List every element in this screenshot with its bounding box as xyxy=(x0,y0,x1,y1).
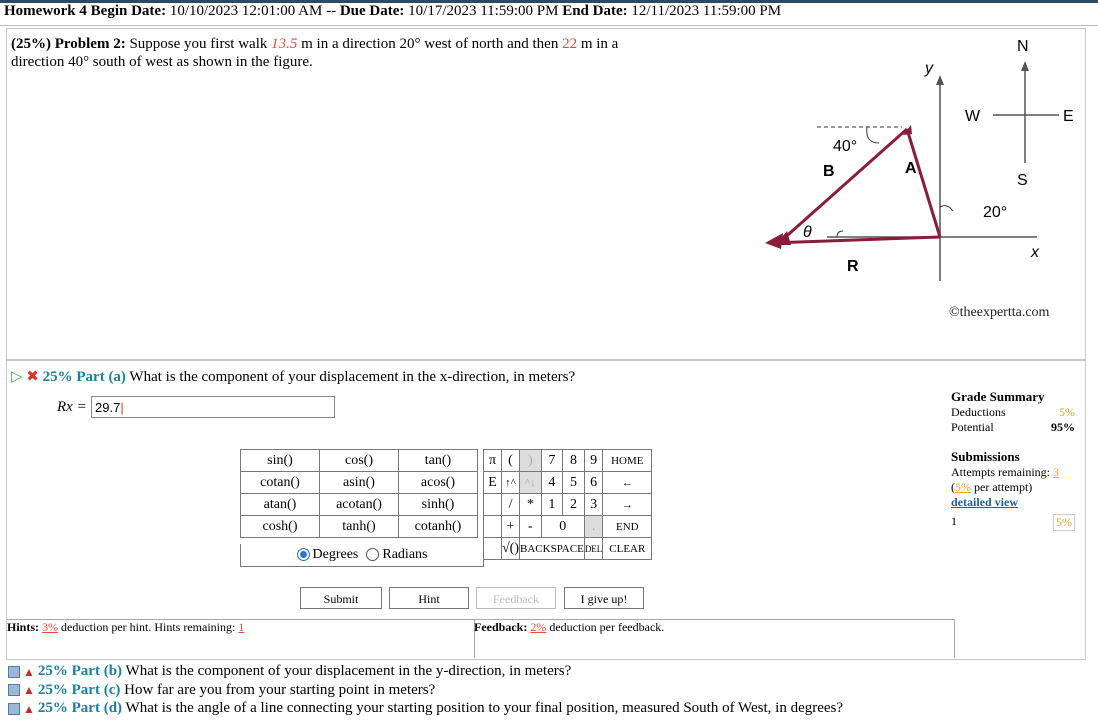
delete-button[interactable]: DEL xyxy=(584,538,603,560)
problem-text-2: m in a direction 20° west of north and then xyxy=(301,36,559,52)
begin-date-value: 10/10/2023 12:01:00 AM xyxy=(169,3,323,19)
radians-radio[interactable] xyxy=(366,548,379,561)
compass-s: S xyxy=(1017,172,1028,189)
attempts-label: Attempts remaining: xyxy=(951,465,1050,479)
distance-2: 22 xyxy=(562,36,578,52)
backspace-button[interactable]: BACKSPACE xyxy=(520,538,585,560)
rx-answer-input[interactable] xyxy=(91,396,335,418)
tan-button[interactable]: tan() xyxy=(399,450,478,472)
y-label: y xyxy=(925,60,933,77)
cosh-button[interactable]: cosh() xyxy=(241,516,320,538)
feedback-text: deduction per feedback. xyxy=(549,620,665,634)
hints-text: deduction per hint. Hints remaining: xyxy=(61,620,236,634)
hint-button[interactable]: Hint xyxy=(389,587,469,609)
blank-key-3 xyxy=(484,538,502,560)
radians-label: Radians xyxy=(382,547,428,562)
homework-title: Homework 4 xyxy=(4,3,87,19)
theta-arc xyxy=(837,231,843,237)
e-button[interactable]: E xyxy=(484,472,502,494)
hints-panel xyxy=(7,619,475,658)
part-c-question: How far are you from your starting point in meters? xyxy=(124,681,436,698)
part-d-row[interactable] xyxy=(8,699,843,718)
due-date-value: 10/17/2023 11:59:00 PM xyxy=(408,3,559,19)
warning-icon: ▲ xyxy=(23,664,35,679)
power-down-button[interactable]: ^↓ xyxy=(520,472,542,494)
feedback-button[interactable]: Feedback xyxy=(476,587,556,609)
assignment-header xyxy=(4,3,781,20)
divide-button[interactable]: / xyxy=(502,494,520,516)
left-arrow-button[interactable]: ← xyxy=(603,472,652,494)
degrees-label: Degrees xyxy=(312,547,359,562)
key-3[interactable]: 3 xyxy=(584,494,603,516)
home-button[interactable]: HOME xyxy=(603,450,652,472)
blank-key-2 xyxy=(484,516,502,538)
part-a-question: What is the component of your displacement in the x-direction, in meters? xyxy=(129,369,576,385)
play-icon[interactable]: ▷ xyxy=(11,369,23,385)
feedback-panel xyxy=(474,619,955,658)
problem-text-1: Suppose you first walk xyxy=(129,36,268,52)
problem-panel xyxy=(6,28,1086,360)
part-d-percent: 25% Part (d) xyxy=(37,700,123,717)
part-a-percent: 25% Part (a) xyxy=(42,369,126,385)
cotanh-button[interactable]: cotanh() xyxy=(399,516,478,538)
number-keypad xyxy=(483,449,652,560)
right-paren-button[interactable]: ) xyxy=(520,450,542,472)
potential-value: 95% xyxy=(1051,420,1075,434)
acos-button[interactable]: acos() xyxy=(399,472,478,494)
x-label: x xyxy=(1031,244,1039,261)
angle-mode-selector xyxy=(240,544,484,567)
key-8[interactable]: 8 xyxy=(563,450,585,472)
rx-label: Rx = xyxy=(57,399,87,415)
expand-icon[interactable] xyxy=(8,666,20,678)
problem-percent: (25%) xyxy=(11,36,51,52)
vector-figure xyxy=(747,31,1074,301)
text-cursor: | xyxy=(120,400,124,415)
key-0[interactable]: 0 xyxy=(541,516,584,538)
expand-icon[interactable] xyxy=(8,684,20,696)
problem-text-3: m in a xyxy=(580,36,619,52)
multiply-button[interactable]: * xyxy=(520,494,542,516)
potential-label: Potential xyxy=(951,420,994,434)
warning-icon: ▲ xyxy=(23,683,35,698)
label-r: R xyxy=(847,258,859,275)
hints-remaining: 1 xyxy=(238,620,245,634)
rx-answer-value: 29.7 xyxy=(95,400,121,415)
angle-40-arc xyxy=(867,127,879,143)
submission-deduction: 5% xyxy=(1053,514,1075,531)
feedback-deduction: 2% xyxy=(530,620,547,634)
vector-r xyxy=(771,237,940,243)
part-b-percent: 25% Part (b) xyxy=(37,663,123,679)
header-separator: -- xyxy=(326,3,337,19)
figure-credit: ©theexpertta.com xyxy=(949,305,1050,320)
problem-statement xyxy=(11,35,701,71)
header-divider xyxy=(0,25,1098,26)
sqrt-button[interactable]: √() xyxy=(502,538,520,560)
acotan-button[interactable]: acotan() xyxy=(320,494,399,516)
deductions-label: Deductions xyxy=(951,405,1006,419)
key-9[interactable]: 9 xyxy=(584,450,603,472)
hints-deduction: 3% xyxy=(42,620,59,634)
detailed-view-link[interactable]: detailed view xyxy=(951,495,1018,509)
key-1[interactable]: 1 xyxy=(541,494,563,516)
end-button[interactable]: END xyxy=(603,516,652,538)
cotan-button[interactable]: cotan() xyxy=(241,472,320,494)
key-4[interactable]: 4 xyxy=(541,472,563,494)
angle-40-label: 40° xyxy=(833,138,858,155)
degrees-option[interactable] xyxy=(297,547,359,563)
angle-20-label: 20° xyxy=(983,204,1008,221)
part-c-row[interactable] xyxy=(8,681,843,700)
y-axis-arrow xyxy=(936,75,944,85)
angle-20-arc xyxy=(940,206,953,211)
part-a-title xyxy=(11,367,575,386)
warning-icon: ▲ xyxy=(23,701,35,716)
due-date-label: Due Date: xyxy=(339,3,405,19)
compass-n: N xyxy=(1017,38,1029,55)
label-a: A xyxy=(905,160,917,177)
end-date-label: End Date: xyxy=(562,3,628,19)
part-d-question: What is the angle of a line connecting your starting position to your final position, measured South of West, in degrees? xyxy=(125,700,844,717)
decimal-button[interactable]: . xyxy=(584,516,603,538)
label-theta: θ xyxy=(803,224,812,241)
power-button[interactable]: ↑^ xyxy=(502,472,520,494)
key-5[interactable]: 5 xyxy=(563,472,585,494)
function-keypad xyxy=(240,449,478,538)
per-attempt-text: per attempt) xyxy=(974,480,1033,494)
radians-option[interactable] xyxy=(366,547,427,563)
part-a-panel xyxy=(6,360,1086,660)
problem-text-4: direction 40° south of west as shown in the figure. xyxy=(11,54,313,70)
grade-summary: Grade Summary Deductions 5% Potential 95% Submissions Attempts remaining: 3 (5% per attempt) detailed view 1 5% xyxy=(951,389,1075,529)
part-c-percent: 25% Part (c) xyxy=(37,681,121,698)
sinh-button[interactable]: sinh() xyxy=(399,494,478,516)
end-date-value: 12/11/2023 11:59:00 PM xyxy=(631,3,782,19)
cos-button[interactable]: cos() xyxy=(320,450,399,472)
per-attempt-pct: 5% xyxy=(955,480,971,494)
problem-title: Problem 2: xyxy=(54,36,126,52)
submissions-title: Submissions xyxy=(951,449,1020,464)
feedback-label: Feedback: xyxy=(474,620,528,634)
sin-button[interactable]: sin() xyxy=(241,450,320,472)
deductions-value: 5% xyxy=(1059,405,1075,419)
asin-button[interactable]: asin() xyxy=(320,472,399,494)
give-up-button[interactable]: I give up! xyxy=(564,587,644,609)
clear-button[interactable]: CLEAR xyxy=(603,538,652,560)
incorrect-icon: ✖ xyxy=(26,369,39,385)
remaining-parts xyxy=(8,662,843,718)
plus-button[interactable]: + xyxy=(502,516,520,538)
grade-summary-title: Grade Summary xyxy=(951,389,1045,404)
hints-label: Hints: xyxy=(7,620,40,634)
right-arrow-button[interactable]: → xyxy=(603,494,652,516)
key-6[interactable]: 6 xyxy=(584,472,603,494)
degrees-radio[interactable] xyxy=(297,548,310,561)
part-b-question: What is the component of your displacement in the y-direction, in meters? xyxy=(125,663,572,679)
expand-icon[interactable] xyxy=(8,703,20,715)
label-b: B xyxy=(823,163,835,180)
submission-number: 1 xyxy=(951,514,957,528)
left-paren-button[interactable]: ( xyxy=(502,450,520,472)
attempts-value: 3 xyxy=(1052,465,1059,479)
tanh-button[interactable]: tanh() xyxy=(320,516,399,538)
vector-a xyxy=(907,129,940,237)
pi-button[interactable]: π xyxy=(484,450,502,472)
minus-button[interactable]: - xyxy=(520,516,542,538)
compass-north-arrow xyxy=(1021,61,1029,71)
distance-1: 13.5 xyxy=(271,36,298,52)
part-b-row[interactable] xyxy=(8,662,843,681)
key-2[interactable]: 2 xyxy=(563,494,585,516)
key-7[interactable]: 7 xyxy=(541,450,563,472)
blank-key-1 xyxy=(484,494,502,516)
atan-button[interactable]: atan() xyxy=(241,494,320,516)
compass-w: W xyxy=(965,108,981,125)
begin-date-label: Begin Date: xyxy=(90,3,167,19)
submit-button[interactable]: Submit xyxy=(300,587,382,609)
compass-e: E xyxy=(1063,108,1074,125)
